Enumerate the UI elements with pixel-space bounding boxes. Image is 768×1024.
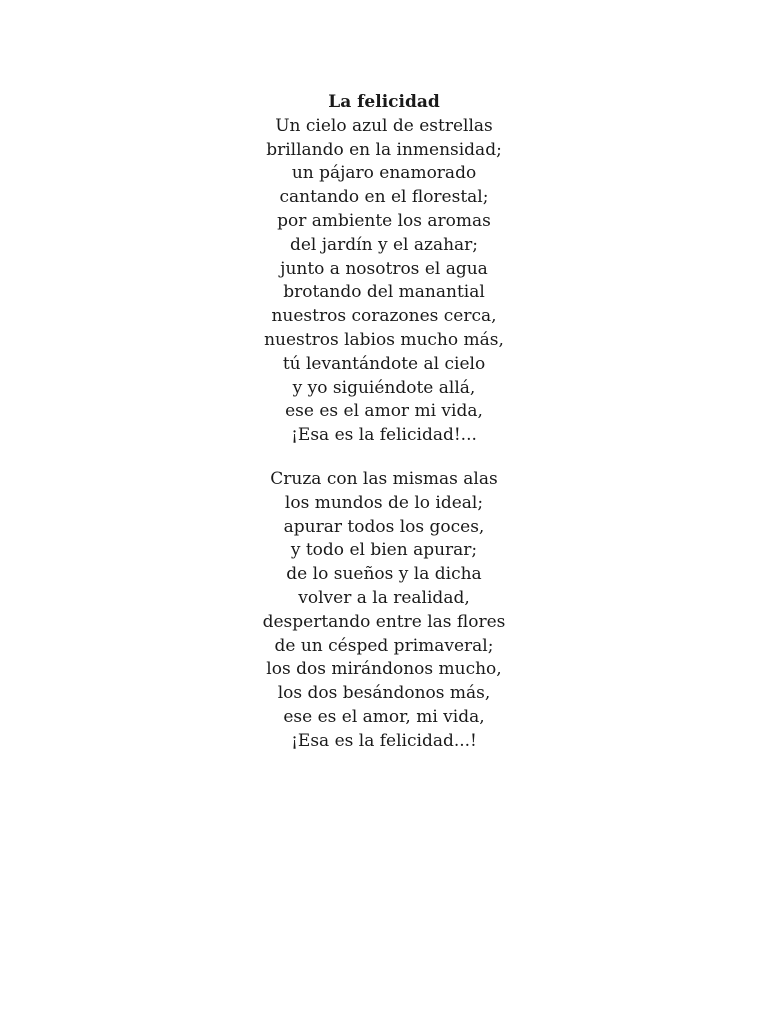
poem-line: brillando en la inmensidad;: [266, 139, 502, 160]
poem-line: brotando del manantial: [283, 282, 485, 303]
poem-line: los dos mirándonos mucho,: [266, 659, 502, 680]
poem-line: cantando en el florestal;: [279, 187, 489, 208]
poem-title: La felicidad: [328, 92, 440, 112]
poem-page: [0, 91, 768, 754]
poem-line: y yo siguiéndote allá,: [292, 377, 476, 398]
poem-line: ese es el amor, mi vida,: [283, 706, 485, 727]
poem-line: volver a la realidad,: [298, 587, 470, 608]
poem-line: los dos besándonos más,: [277, 683, 491, 704]
poem-line: despertando entre las flores: [262, 611, 506, 632]
poem-line: de lo sueños y la dicha: [286, 564, 482, 585]
poem-line: tú levantándote al cielo: [282, 353, 486, 374]
stanza-2: [0, 468, 768, 754]
poem-line: del jardín y el azahar;: [289, 234, 479, 255]
poem-line: ¡Esa es la felicidad...!: [291, 730, 477, 751]
poem-line: los mundos de lo ideal;: [284, 492, 484, 513]
poem-line: apurar todos los goces,: [283, 516, 485, 537]
poem-line: un pájaro enamorado: [291, 163, 477, 184]
poem-line: ¡Esa es la felicidad!...: [291, 425, 477, 446]
poem-line: Cruza con las mismas alas: [270, 468, 498, 489]
poem-line: por ambiente los aromas: [277, 210, 491, 231]
poem-line: junto a nosotros el agua: [280, 258, 488, 279]
poem-line: Un cielo azul de estrellas: [275, 115, 493, 136]
poem-line: ese es el amor mi vida,: [285, 401, 483, 422]
stanza-1: [0, 115, 768, 448]
poem-line: y todo el bien apurar;: [290, 540, 478, 561]
poem-line: nuestros labios mucho más,: [264, 329, 504, 350]
poem-line: nuestros corazones cerca,: [271, 306, 497, 327]
poem-line: de un césped primaveral;: [274, 635, 494, 656]
